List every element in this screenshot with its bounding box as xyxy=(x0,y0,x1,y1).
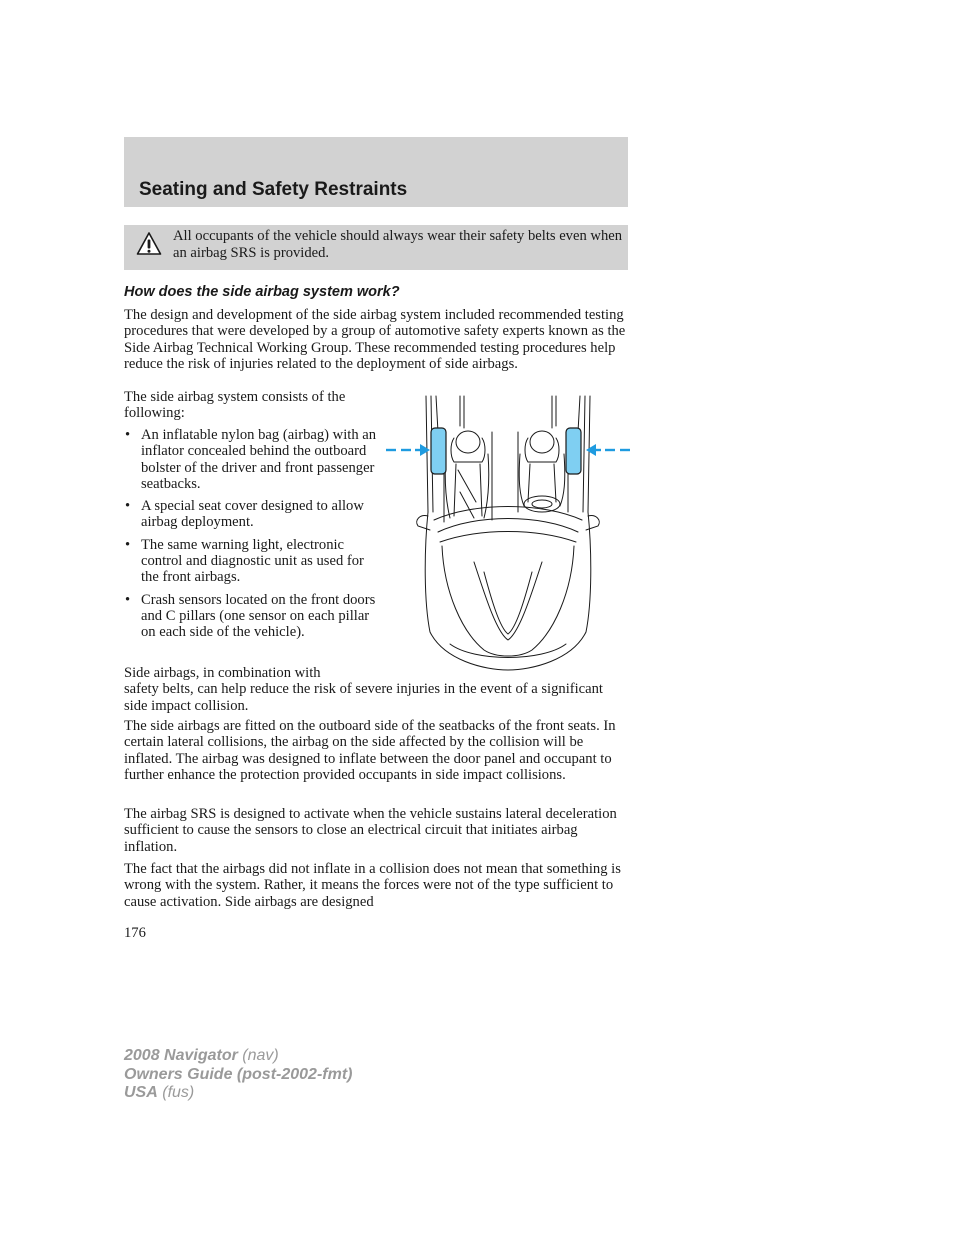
footer-line-model: 2008 Navigator (nav) xyxy=(124,1047,279,1064)
warning-box xyxy=(124,225,628,270)
header-band xyxy=(124,137,628,207)
fitted-paragraph: The side airbags are fitted on the outboard side of the seatbacks of the front seats. In certain lateral collisions, the airbag on the side affected by the collision will be inflated. The airbag was designed to inflate between the door panel and occupant to further enhance the protection provided occupants in side impact collisions. xyxy=(124,718,616,783)
warning-text: All occupants of the vehicle should always wear their safety belts even when an airbag SRS is provided. xyxy=(173,228,623,261)
srs-paragraph: The airbag SRS is designed to activate when the vehicle sustains lateral deceleration sufficient to cause the sensors to close an electrical circuit that initiates airbag inflation. xyxy=(124,806,617,855)
component-list xyxy=(124,427,378,647)
document-footer xyxy=(124,1047,352,1103)
list-item: • The same warning light, electronic control and diagnostic unit as used for the front airbags. xyxy=(125,536,364,586)
section-heading: How does the side airbag system work? xyxy=(124,284,400,300)
list-item: • A special seat cover designed to allow airbag deployment. xyxy=(125,498,364,531)
warning-triangle-icon xyxy=(136,231,162,257)
page-number: 176 xyxy=(124,925,146,941)
footer-line-guide: Owners Guide (post-2002-fmt) xyxy=(124,1065,353,1083)
consists-paragraph: The side airbag system consists of the following: xyxy=(124,389,346,422)
side-airbag-diagram xyxy=(384,392,632,672)
side-airbags-paragraph: Side airbags, in combination with safety belts, can help reduce the risk of severe injuries in the event of a significant side impact collision. xyxy=(124,665,603,714)
page-title: Seating and Safety Restraints xyxy=(139,179,408,200)
footer-line-market: USA (fus) xyxy=(124,1084,195,1101)
list-item: • An inflatable nylon bag (airbag) with an inflator concealed behind the outboard bolster of the driver and front passenger seatbacks. xyxy=(125,427,377,492)
fact-paragraph: The fact that the airbags did not inflate in a collision does not mean that something is wrong with the system. Rather, it means the forces were not of the type sufficient to cause activation. Side airbags are designed xyxy=(124,861,621,910)
intro-paragraph: The design and development of the side airbag system included recommended testing procedures that were developed by a group of automotive safety experts known as the Side Airbag Technical Working Group. These recommended testing procedures help reduce the risk of injuries related to the deployment of side airbags. xyxy=(124,307,626,372)
list-item: • Crash sensors located on the front doors and C pillars (one sensor on each pillar on each side of the vehicle). xyxy=(125,591,376,641)
